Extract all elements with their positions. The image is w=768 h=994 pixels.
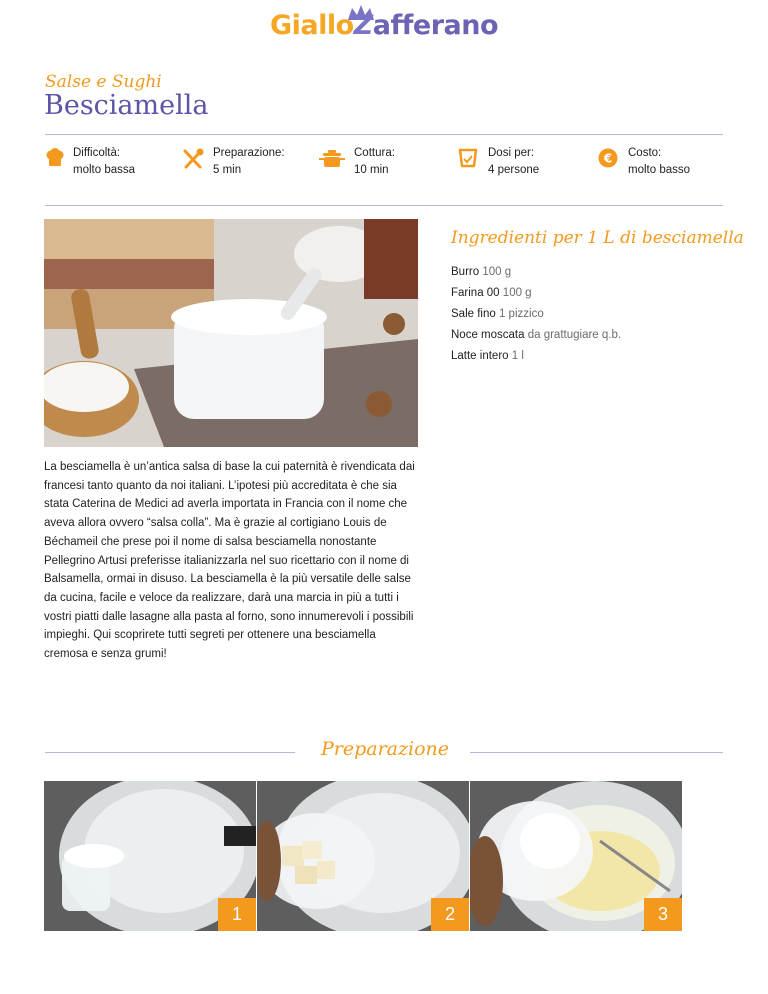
meta-cost-value: molto basso (628, 164, 691, 176)
ingredient-name[interactable]: Farina 00 (451, 287, 500, 299)
ingredient-qty: 1 pizzico (498, 308, 544, 320)
step-image-3[interactable] (470, 781, 682, 931)
meta-servings (488, 145, 539, 179)
meta-difficulty (73, 145, 135, 179)
prep-divider-right (470, 752, 723, 753)
meta-cost (628, 145, 690, 179)
logo-text-giallo: Giallo (269, 10, 354, 41)
logo[interactable] (0, 10, 768, 41)
meta-cooking (354, 145, 395, 179)
euro-icon (598, 148, 618, 168)
meta-preparation-label: Preparazione: (213, 147, 285, 159)
ingredient-qty: da grattugiare q.b. (527, 329, 622, 341)
recipe-intro: La besciamella è un’antica salsa di base la cui paternità è rivendicata dai francesi tanto quanto da noi italiani. L’ipotesi più accreditata è che sia stata Caterina de Medici ad averla importata in Francia con il nome che aveva allora ovvero “salsa colla”. Ma è grazie al cortigiano Louis de Béchameil che prese poi il nome di salsa besciamella nonostante Pellegrino Artusi preferisse italianizzarla nel suo ricettario con il nome di Balsamella, ormai in disuso. La besciamella è la più versatile delle salse da cucina, facile e veloce da realizzare, darà una marcia in più a tutti i vostri piatti dalle lasagne alla pasta al forno, sono innumerevoli i possibili impieghi. Qui scoprirete tutti segreti per ottenere una besciamella cremosa e senza grumi! (44, 461, 415, 661)
step-number: 3 (644, 898, 682, 931)
ingredient-qty: 100 g (502, 287, 532, 299)
ingredient-item (451, 348, 621, 369)
recipe-hero-image (44, 219, 418, 447)
ingredients-list (451, 264, 621, 369)
ingredient-qty: 1 l (511, 350, 524, 362)
ingredient-qty: 100 g (482, 266, 512, 278)
logo-text-afferano: afferano (372, 10, 499, 41)
meta-servings-label: Dosi per: (488, 147, 535, 159)
step-number: 2 (431, 898, 469, 931)
divider-meta (45, 205, 723, 206)
meta-preparation-value: 5 min (213, 164, 242, 176)
step-image-2[interactable] (257, 781, 469, 931)
recipe-title: Besciamella (44, 90, 209, 121)
ingredient-item (451, 306, 621, 327)
chef-hat-icon (45, 148, 65, 168)
meta-cooking-label: Cottura: (354, 147, 395, 159)
meta-cooking-value: 10 min (354, 164, 389, 176)
ingredient-name[interactable]: Sale fino (451, 308, 496, 320)
prep-divider-left (45, 752, 295, 753)
measuring-cup-icon (458, 148, 478, 168)
meta-difficulty-value: molto bassa (73, 164, 136, 176)
meta-preparation (213, 145, 285, 179)
recipe-category[interactable]: Salse e Sughi (45, 72, 162, 92)
step-image-1[interactable] (44, 781, 256, 931)
step-number: 1 (218, 898, 256, 931)
ingredient-name[interactable]: Noce moscata (451, 329, 525, 341)
meta-servings-value: 4 persone (488, 164, 540, 176)
logo-text-z: Z (353, 10, 373, 41)
ingredient-name[interactable]: Burro (451, 266, 480, 278)
ingredient-item (451, 327, 621, 348)
svg-text:€: € (603, 151, 613, 166)
preparation-title: Preparazione (320, 738, 450, 760)
divider-top (45, 134, 723, 135)
ingredient-name[interactable]: Latte intero (451, 350, 509, 362)
meta-cost-label: Costo: (628, 147, 662, 159)
ingredient-item (451, 264, 621, 285)
ingredient-item (451, 285, 621, 306)
utensils-icon (182, 148, 204, 170)
meta-difficulty-label: Difficoltà: (73, 147, 121, 159)
ingredients-title: Ingredienti per 1 L di besciamella (451, 228, 744, 248)
pot-icon (319, 150, 345, 168)
